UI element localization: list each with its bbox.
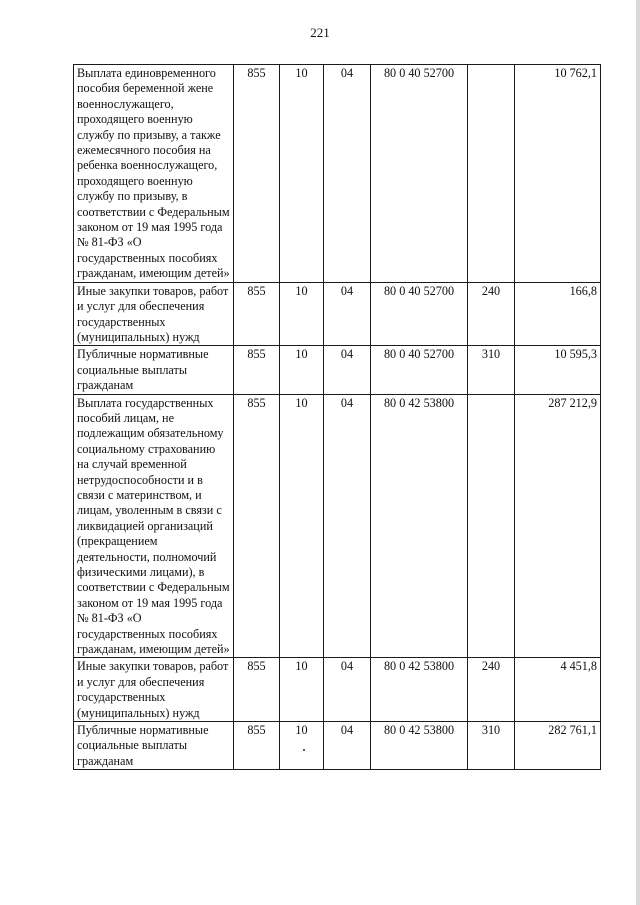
section-code: 10 <box>280 658 324 722</box>
section-code: 10 <box>280 394 324 658</box>
target-article-code: 80 0 40 52700 <box>371 346 468 394</box>
amount: 10 762,1 <box>515 65 601 283</box>
section-code: 10 <box>280 346 324 394</box>
table-row <box>74 722 601 770</box>
row-name: Иные закупки товаров, работ и услуг для обеспечения государственных (муниципальных) нужд <box>74 282 234 346</box>
subsection-code: 04 <box>324 658 371 722</box>
budget-table <box>73 64 601 770</box>
ministry-code: 855 <box>234 658 280 722</box>
expense-type-code: 240 <box>468 282 515 346</box>
subsection-code: 04 <box>324 65 371 283</box>
amount: 282 761,1 <box>515 722 601 770</box>
amount: 10 595,3 <box>515 346 601 394</box>
target-article-code: 80 0 40 52700 <box>371 282 468 346</box>
table-row <box>74 394 601 658</box>
target-article-code: 80 0 40 52700 <box>371 65 468 283</box>
expense-type-code: 310 <box>468 346 515 394</box>
amount: 287 212,9 <box>515 394 601 658</box>
row-name: Выплата единовременного пособия беременной жене военнослужащего, проходящего военную службу по призыву, а также ежемесячного пособия на ребенка военнослужащего, проходящего военную службу по призыву, в соответствии с Федеральным законом от 19 мая 1995 года № 81-ФЗ «О государственных пособиях гражданам, имеющим детей» <box>74 65 234 283</box>
row-name: Выплата государственных пособий лицам, не подлежащим обязательному социальному страхованию на случай временной нетрудоспособности и в связи с материнством, и лицам, уволенным в связи с ликвидацией организаций (прекращением деятельности, полномочий физическими лицами), в соответствии с Федеральным законом от 19 мая 1995 года № 81-ФЗ «О государственных пособиях гражданам, имеющим детей» <box>74 394 234 658</box>
section-code: 10 <box>280 65 324 283</box>
subsection-code: 04 <box>324 394 371 658</box>
table-row <box>74 282 601 346</box>
row-name: Иные закупки товаров, работ и услуг для обеспечения государственных (муниципальных) нужд <box>74 658 234 722</box>
table-row <box>74 658 601 722</box>
ministry-code: 855 <box>234 65 280 283</box>
row-name: Публичные нормативные социальные выплаты гражданам <box>74 346 234 394</box>
ministry-code: 855 <box>234 282 280 346</box>
expense-type-code <box>468 65 515 283</box>
expense-type-code: 240 <box>468 658 515 722</box>
section-code: 10 <box>280 722 324 770</box>
page-number: 221 <box>310 25 330 40</box>
subsection-code: 04 <box>324 346 371 394</box>
target-article-code: 80 0 42 53800 <box>371 722 468 770</box>
page-edge-shadow <box>636 0 640 905</box>
table-row <box>74 65 601 283</box>
subsection-code: 04 <box>324 282 371 346</box>
amount: 166,8 <box>515 282 601 346</box>
amount: 4 451,8 <box>515 658 601 722</box>
table-row <box>74 346 601 394</box>
section-code: 10 <box>280 282 324 346</box>
expense-type-code: 310 <box>468 722 515 770</box>
ministry-code: 855 <box>234 394 280 658</box>
ministry-code: 855 <box>234 346 280 394</box>
ministry-code: 855 <box>234 722 280 770</box>
target-article-code: 80 0 42 53800 <box>371 658 468 722</box>
scan-speck <box>303 749 305 751</box>
expense-type-code <box>468 394 515 658</box>
row-name: Публичные нормативные социальные выплаты гражданам <box>74 722 234 770</box>
subsection-code: 04 <box>324 722 371 770</box>
target-article-code: 80 0 42 53800 <box>371 394 468 658</box>
